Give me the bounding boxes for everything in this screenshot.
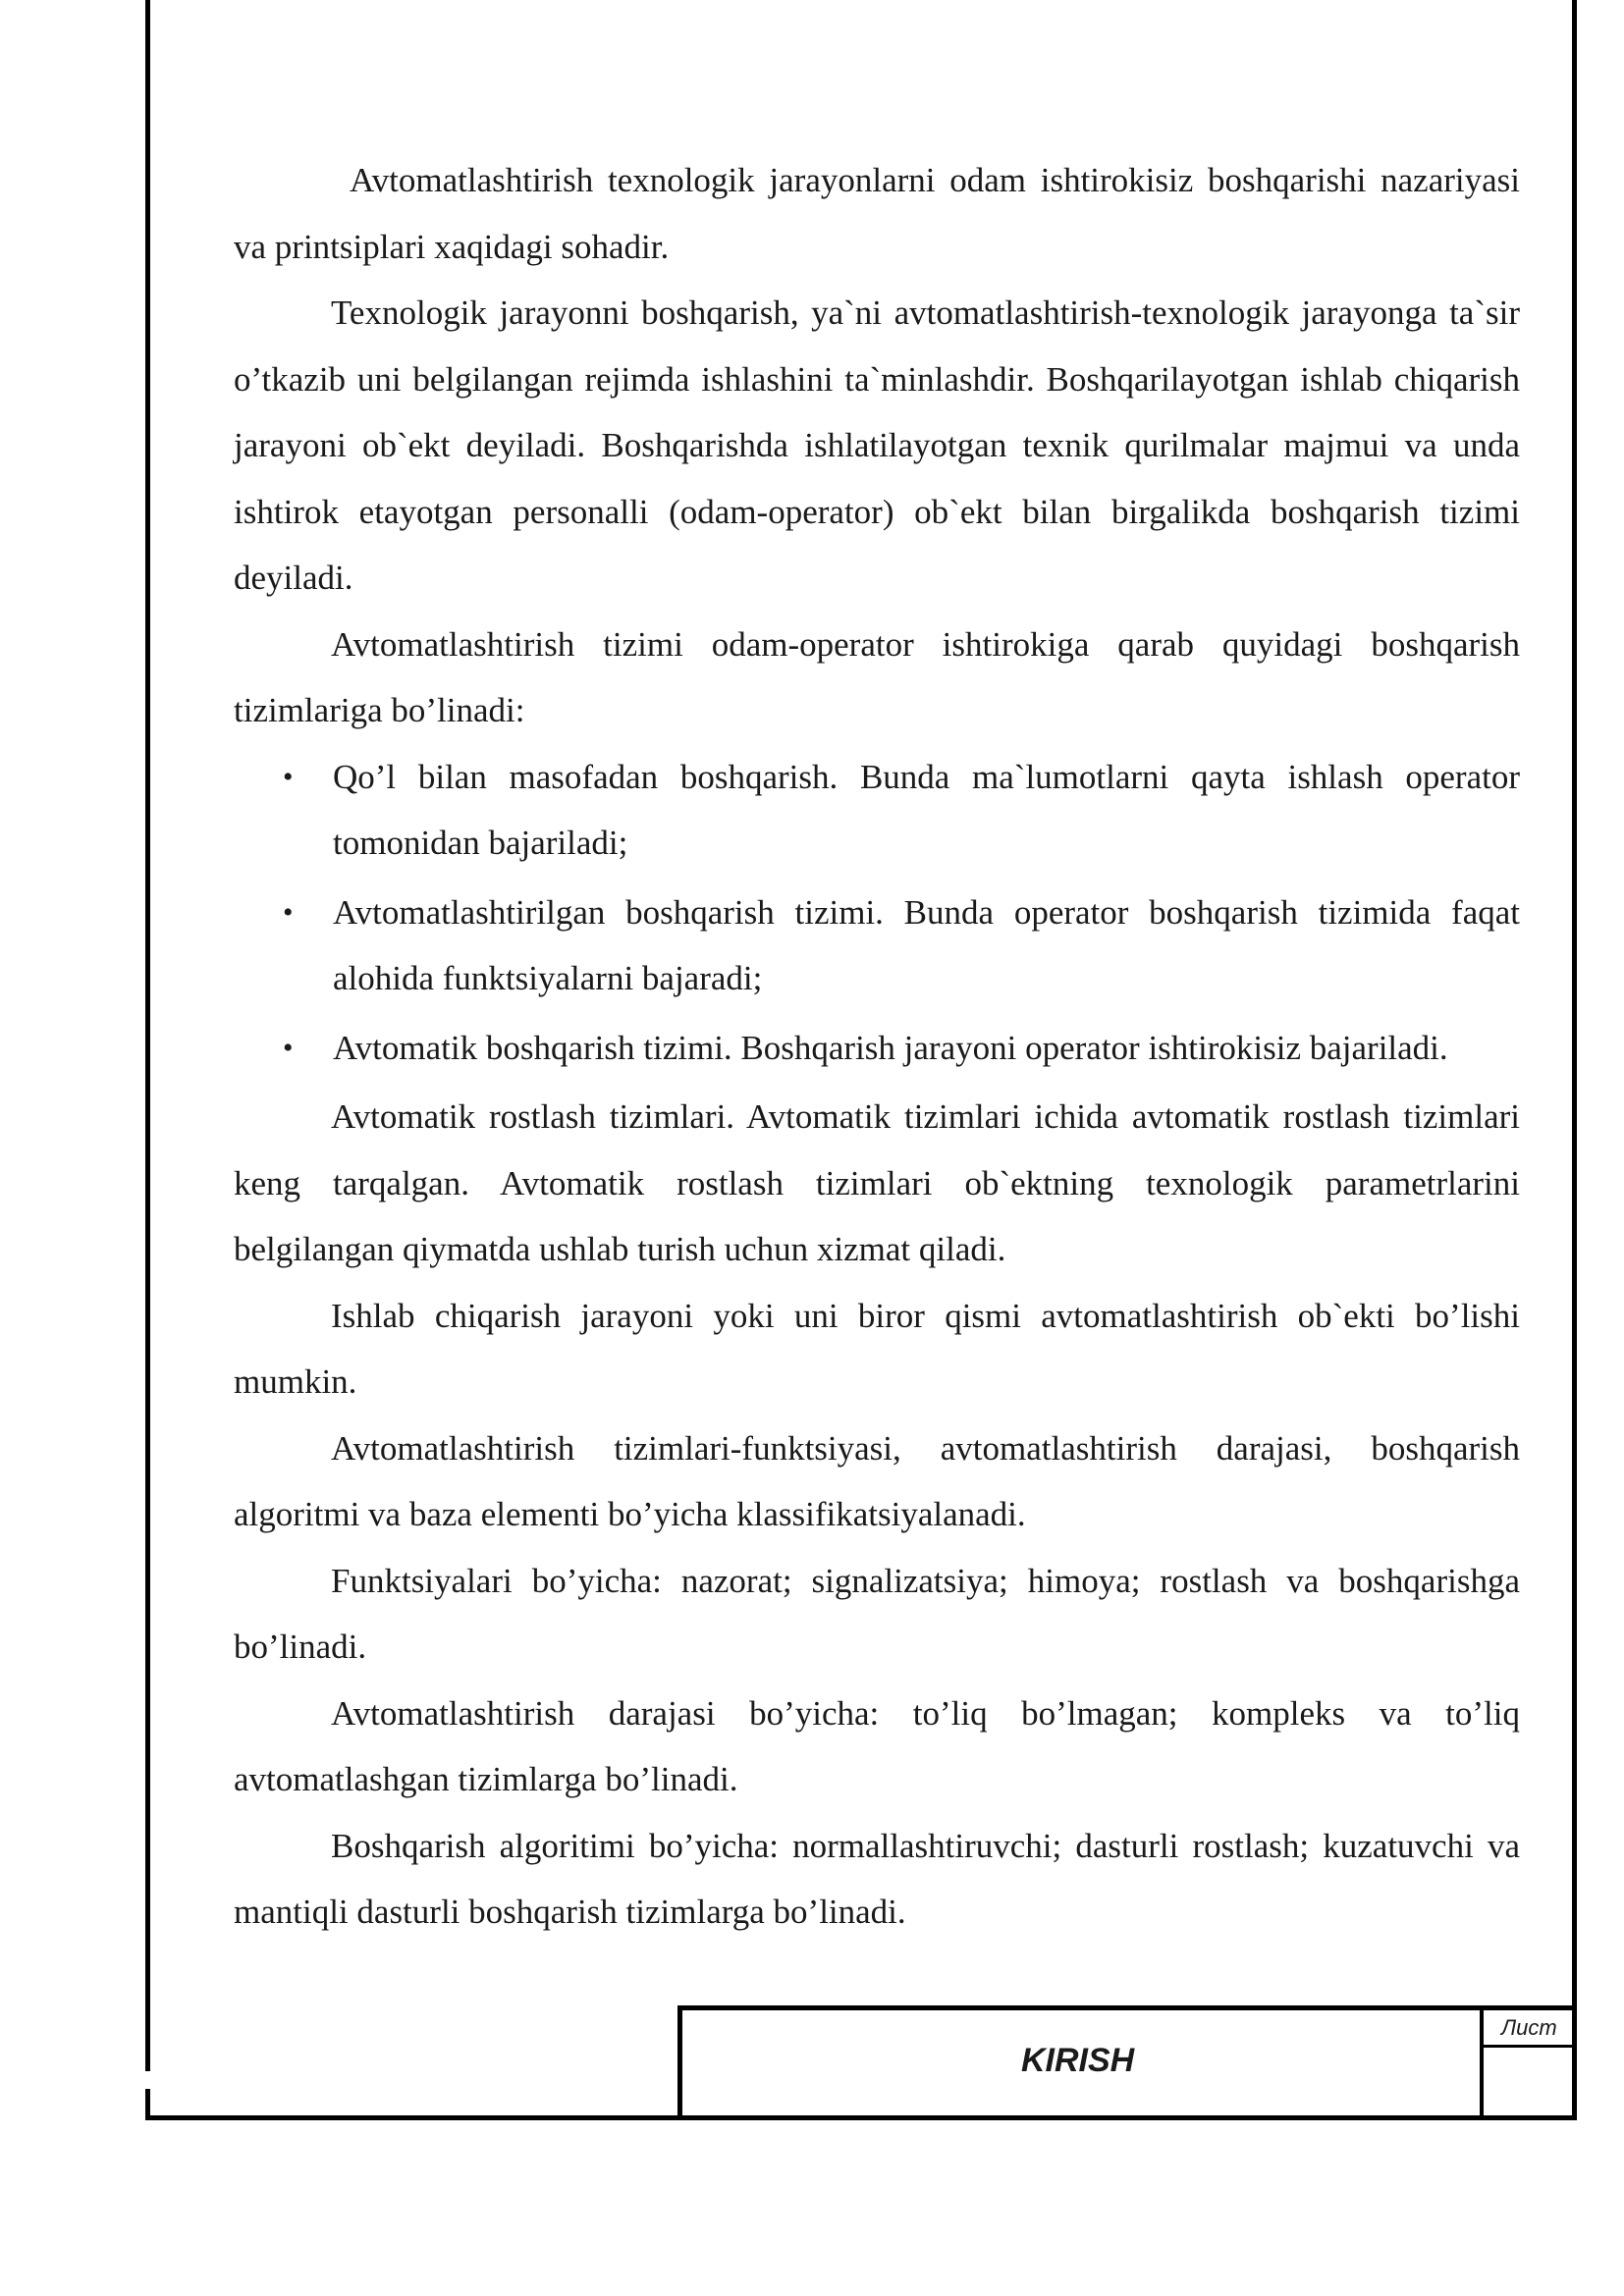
paragraph: Funktsiyalari bo’yicha: nazorat; signalizatsiya; himoya; rostlash va boshqarishga bo’linadi.	[234, 1561, 1520, 1666]
paragraph: Avtomatik rostlash tizimlari. Avtomatik tizimlari ichida avtomatik rostlash tizimlari keng tarqalgan. Avtomatik rostlash tizimlari ob`ektning texnologik parametrlarini belgilangan qiymatda ushlab turish uchun xizmat qiladi.	[234, 1097, 1520, 1268]
list-item-text: Avtomatlashtirilgan boshqarish tizimi. Bunda operator boshqarish tizimida faqat alohida funktsiyalarni bajaradi;	[333, 892, 1520, 997]
paragraph: Avtomatlashtirish tizimi odam-operator ishtirokiga qarab quyidagi boshqarish tizimlariga bo’linadi:	[234, 624, 1520, 729]
bullet-icon: •	[283, 760, 294, 793]
sheet-label-cell	[1484, 2010, 1577, 2048]
paragraph: Boshqarish algoritimi bo’yicha: normallashtiruvchi; dasturli rostlash; kuzatuvchi va mantiqli dasturli boshqarish tizimlarga bo’linadi.	[234, 1826, 1520, 1931]
paragraph: Ishlab chiqarish jarayoni yoki uni biror qismi avtomatlashtirish ob`ekti bo’lishi mumkin.	[234, 1296, 1520, 1401]
list-item	[234, 1015, 1520, 1082]
title-block	[677, 2005, 1577, 2120]
bullet-icon: •	[283, 1031, 294, 1064]
list-item-text: Qo’l bilan masofadan boshqarish. Bunda ma`lumotlarni qayta ishlash operator tomonidan bajariladi;	[333, 757, 1520, 862]
document-body	[234, 147, 1520, 1946]
sheet-label: Лист	[1501, 2015, 1557, 2040]
document-title: KIRISH	[1021, 2042, 1135, 2079]
title-cell	[682, 2010, 1484, 2120]
paragraph: Avtomatlashtirish tizimlari-funktsiyasi, avtomatlashtirish darajasi, boshqarish algoritmi va baza elementi bo’yicha klassifikatsiyalanadi.	[234, 1428, 1520, 1533]
paragraph: Avtomatlashtirish texnologik jarayonlarni odam ishtirokisiz boshqarishi nazariyasi va printsiplari xaqidagi sohadir.	[234, 161, 1520, 266]
bullet-list	[234, 744, 1520, 1082]
list-item-text: Avtomatik boshqarish tizimi. Boshqarish jarayoni operator ishtirokisiz bajariladi.	[333, 1028, 1448, 1067]
list-item	[234, 744, 1520, 877]
paragraph: Texnologik jarayonni boshqarish, ya`ni avtomatlashtirish-texnologik jarayonga ta`sir o’tkazib uni belgilangan rejimda ishlashini ta`minlashdir. Boshqarilayotgan ishlab chiqarish jarayoni ob`ekt deyiladi. Boshqarishda ishlatilayotgan texnik qurilmalar majmui va unda ishtirok etayotgan personalli (odam-operator) ob`ekt bilan birgalikda boshqarish tizimi deyiladi.	[234, 294, 1520, 597]
paragraph: Avtomatlashtirish darajasi bo’yicha: to’liq bo’lmagan; kompleks va to’liq avtomatlashgan tizimlarga bo’linadi.	[234, 1693, 1520, 1798]
list-item	[234, 880, 1520, 1012]
bullet-icon: •	[283, 895, 294, 929]
frame-gap	[145, 2071, 150, 2089]
